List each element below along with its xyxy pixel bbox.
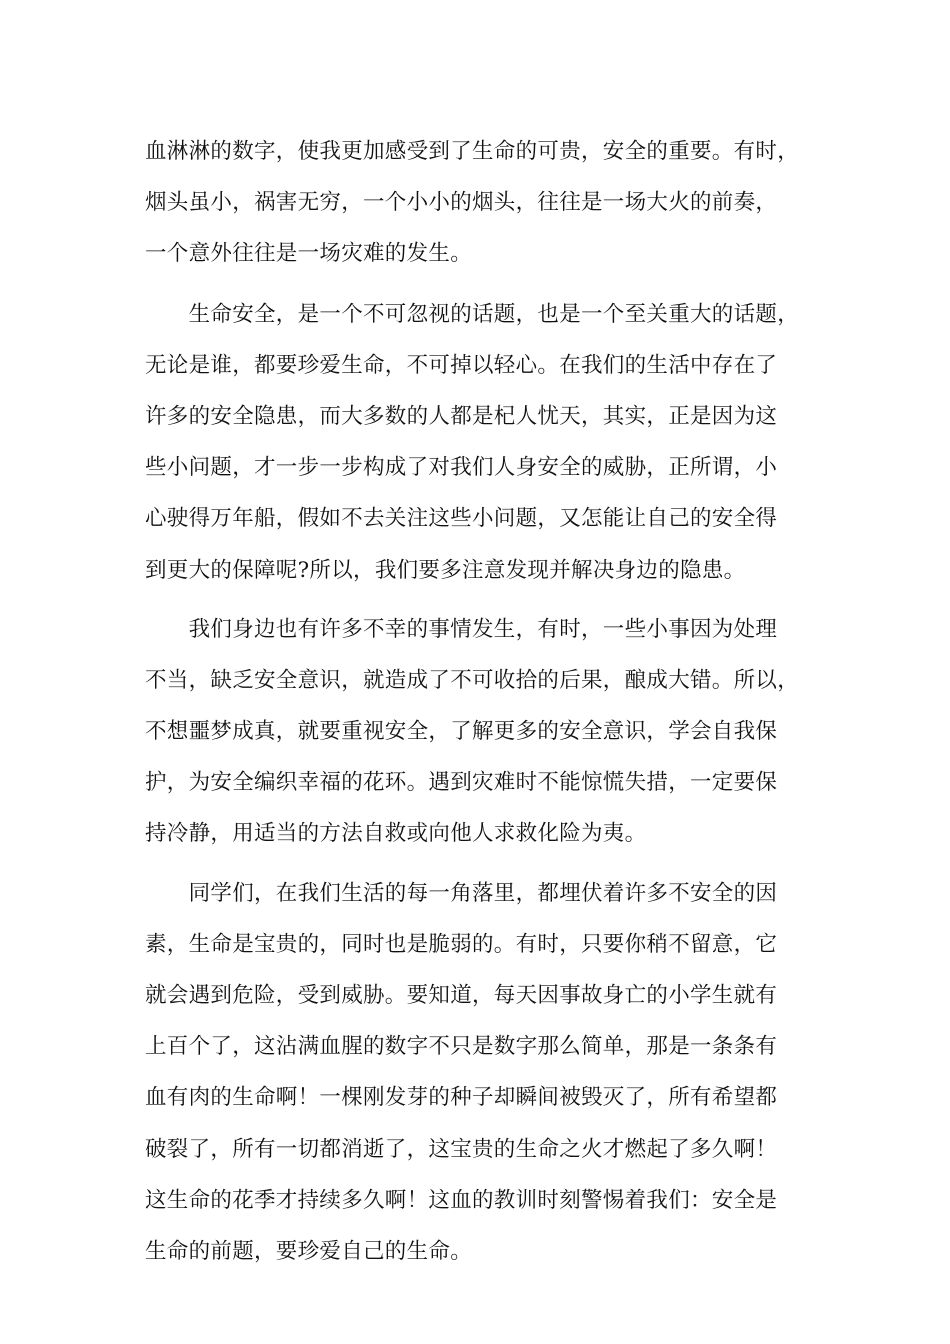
text-line: 烟头虽小，祸害无穷，一个小小的烟头，往往是一场大火的前奏， xyxy=(145,190,778,216)
text-line: 不当，缺乏安全意识，就造成了不可收拾的后果，酿成大错。所以， xyxy=(145,667,800,693)
text-line: 护，为安全编织幸福的花环。遇到灾难时不能惊慌失措，一定要保 xyxy=(145,770,778,796)
text-line: 生命的前题，要珍爱自己的生命。 xyxy=(145,1238,473,1264)
text-line: 同学们，在我们生活的每一角落里，都埋伏着许多不安全的因 xyxy=(145,880,778,906)
paragraph xyxy=(145,126,805,280)
paragraph xyxy=(145,868,805,1278)
text-line: 血有肉的生命啊！一棵刚发芽的种子却瞬间被毁灭了，所有希望都 xyxy=(145,1085,778,1111)
paragraph xyxy=(145,604,805,860)
text-line: 上百个了，这沾满血腥的数字不只是数字那么简单，那是一条条有 xyxy=(145,1034,778,1060)
paragraph xyxy=(145,289,805,596)
text-line: 生命安全，是一个不可忽视的话题，也是一个至关重大的话题， xyxy=(145,301,800,327)
text-line: 些小问题，才一步一步构成了对我们人身安全的威胁，正所谓，小 xyxy=(145,455,778,481)
text-line: 就会遇到危险，受到威胁。要知道，每天因事故身亡的小学生就有 xyxy=(145,983,778,1008)
text-line: 不想噩梦成真，就要重视安全，了解更多的安全意识，学会自我保 xyxy=(145,719,778,745)
document-body xyxy=(145,126,805,1277)
text-line: 破裂了，所有一切都消逝了，这宝贵的生命之火才燃起了多久啊！ xyxy=(145,1136,778,1162)
text-line: 持冷静，用适当的方法自救或向他人求救化险为夷。 xyxy=(145,821,647,847)
text-line: 无论是谁，都要珍爱生命，不可掉以轻心。在我们的生活中存在了 xyxy=(145,352,778,378)
text-line: 一个意外往往是一场灾难的发生。 xyxy=(145,241,473,267)
text-line: 我们身边也有许多不幸的事情发生，有时，一些小事因为处理 xyxy=(145,616,778,642)
text-line: 血淋淋的数字，使我更加感受到了生命的可贵，安全的重要。有时， xyxy=(145,139,800,164)
text-line: 这生命的花季才持续多久啊！这血的教训时刻警惕着我们：安全是 xyxy=(145,1187,778,1213)
text-line: 许多的安全隐患，而大多数的人都是杞人忧天，其实，正是因为这 xyxy=(145,403,778,429)
text-line: 素，生命是宝贵的，同时也是脆弱的。有时，只要你稍不留意，它 xyxy=(145,931,778,957)
text-line: 心驶得万年船，假如不去关注这些小问题，又怎能让自己的安全得 xyxy=(145,506,778,532)
text-line: 到更大的保障呢?所以，我们要多注意发现并解决身边的隐患。 xyxy=(145,557,746,583)
